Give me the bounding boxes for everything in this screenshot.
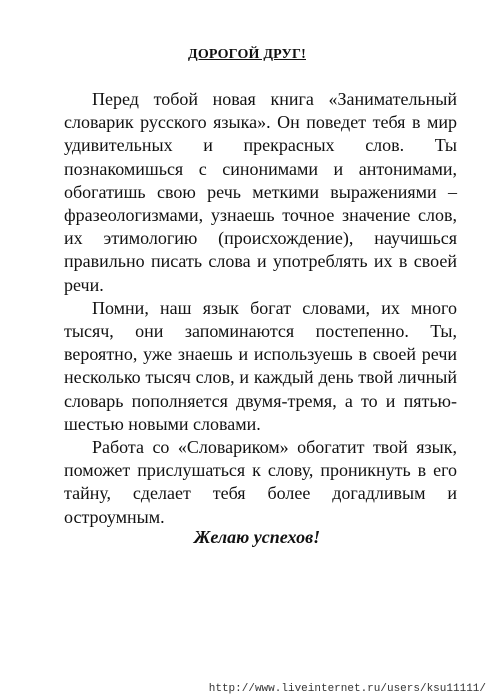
paragraph-vocabulary: Помни, наш язык богат словами, их много тысяч, они запоминаются постепенно. Ты, вероятно, уже знаешь и используешь в своей речи несколько тысяч слов, и каждый день твой личный словарь пополняется двумя-тремя, а то и пятью-шестью новыми словами.: [64, 297, 457, 434]
paragraph-intro: Перед тобой новая книга «Занимательный словарик русского языка». Он поведет тебя в мир удивительных и прекрасных слов. Ты познакомишься с синонимами и антонимами, обогатишь свою речь меткими выражениями – фразеологизмами, узнаешь точное значение слов, их этимологию (происхождение), научишься правильно писать слова и употреблять их в своей речи.: [64, 89, 457, 295]
body-text: [64, 88, 457, 529]
closing-wish: Желаю успехов!: [193, 527, 321, 547]
paragraph-work: Работа со «Словариком» обогатит твой язык, поможет прислушаться к слову, проникнуть в его тайну, сделает тебя более догадливым и остроумным.: [64, 437, 457, 527]
watermark-url: http://www.liveinternet.ru/users/ksu11111/: [208, 683, 486, 695]
page-heading: ДОРОГОЙ ДРУГ!: [188, 47, 306, 62]
